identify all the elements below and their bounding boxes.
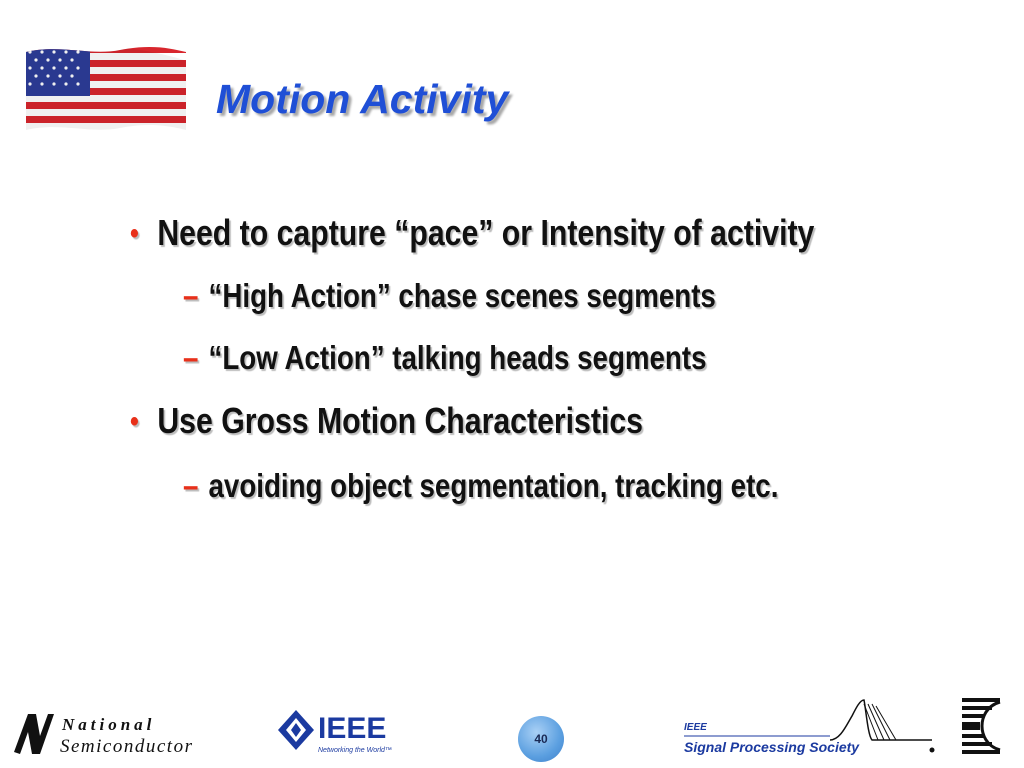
dash-marker: – (183, 339, 199, 376)
sub-bullet-text: “Low Action” talking heads segments (208, 339, 707, 376)
sps-line1: IEEE (684, 722, 707, 733)
slide-title: Motion Activity (216, 76, 509, 122)
ns-line1: National (62, 715, 156, 734)
sub-bullet-item (183, 339, 707, 377)
bullet-marker: • (130, 217, 139, 250)
sub-bullet-text: “High Action” chase scenes segments (208, 277, 716, 314)
sub-bullet-item (183, 467, 778, 505)
sps-line2: Signal Processing Society (684, 739, 860, 755)
ieee-logo (276, 706, 426, 758)
page-number-badge (518, 716, 564, 762)
bullet-text: Use Gross Motion Characteristics (157, 400, 643, 441)
ns-line2: Semiconductor (60, 736, 194, 757)
signal-processing-society-logo (680, 696, 942, 762)
ieee-wordmark: IEEE (318, 712, 387, 745)
dash-marker: – (183, 277, 199, 314)
bullet-text: Need to capture “pace” or Intensity of activity (157, 212, 815, 253)
ieee-tagline: Networking the World™ (318, 747, 392, 754)
page-number: 40 (534, 732, 548, 746)
sub-bullet-text: avoiding object segmentation, tracking etc. (208, 467, 779, 504)
bullet-item (130, 400, 643, 442)
ns-mark-icon (14, 714, 54, 754)
conference-logo-icon (960, 696, 1002, 756)
national-semiconductor-logo (10, 706, 210, 762)
dash-marker: – (183, 467, 199, 504)
bullet-item (130, 212, 814, 254)
sub-bullet-item (183, 277, 716, 315)
bullet-marker: • (130, 405, 139, 438)
ieee-diamond-icon (278, 710, 314, 750)
